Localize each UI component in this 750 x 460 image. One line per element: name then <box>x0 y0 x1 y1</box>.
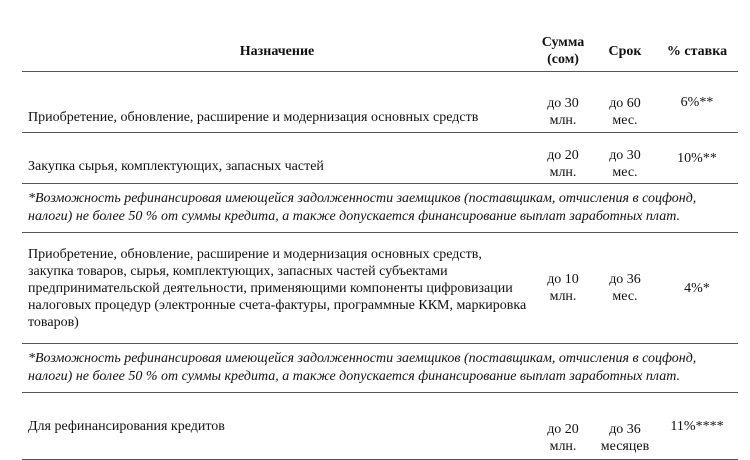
table-row <box>22 133 738 184</box>
row-amount: до 10 млн. <box>532 233 594 344</box>
loan-terms-table <box>22 31 738 460</box>
row-term: до 30 мес. <box>594 133 656 184</box>
row-amount: до 20 млн. <box>532 133 594 184</box>
table-note-row <box>22 184 738 233</box>
footnote-text: *Возможность рефинансировая имеющейся задолженности заемщиков (поставщикам, отчисления в соцфонд, налоги) не более 50 % от суммы кредита, а также допускается финансирование выплат заработных плат. <box>22 344 738 393</box>
row-rate: 4%* <box>656 233 738 344</box>
header-term: Срок <box>594 31 656 72</box>
table-row <box>22 72 738 133</box>
row-rate: 11%**** <box>656 393 738 460</box>
row-term: до 60 мес. <box>594 72 656 133</box>
row-rate: 6%** <box>656 72 738 133</box>
header-amount: Сумма (сом) <box>532 31 594 72</box>
table-note-row <box>22 344 738 393</box>
row-purpose: Приобретение, обновление, расширение и модернизация основных средств <box>22 72 532 133</box>
header-purpose: Назначение <box>22 31 532 72</box>
row-term: до 36 месяцев <box>594 393 656 460</box>
table-row <box>22 233 738 344</box>
row-purpose: Приобретение, обновление, расширение и модернизация основных средств, закупка товаров, сырья, комплектующих, запасных частей субъектами предпринимательской деятельности, применяющими компоненты цифровизации налоговых процедур (электронные счета-фактуры, программные ККМ, маркировка товаров) <box>22 233 532 344</box>
row-amount: до 30 млн. <box>532 72 594 133</box>
row-rate: 10%** <box>656 133 738 184</box>
row-purpose: Для рефинансирования кредитов <box>22 393 532 460</box>
table-header-row <box>22 31 738 72</box>
row-term: до 36 мес. <box>594 233 656 344</box>
table-row <box>22 393 738 460</box>
row-amount: до 20 млн. <box>532 393 594 460</box>
row-purpose: Закупка сырья, комплектующих, запасных частей <box>22 133 532 184</box>
header-rate: % ставка <box>656 31 738 72</box>
footnote-text: *Возможность рефинансировая имеющейся задолженности заемщиков (поставщикам, отчисления в соцфонд, налоги) не более 50 % от суммы кредита, а также допускается финансирование выплат заработных плат. <box>22 184 738 233</box>
